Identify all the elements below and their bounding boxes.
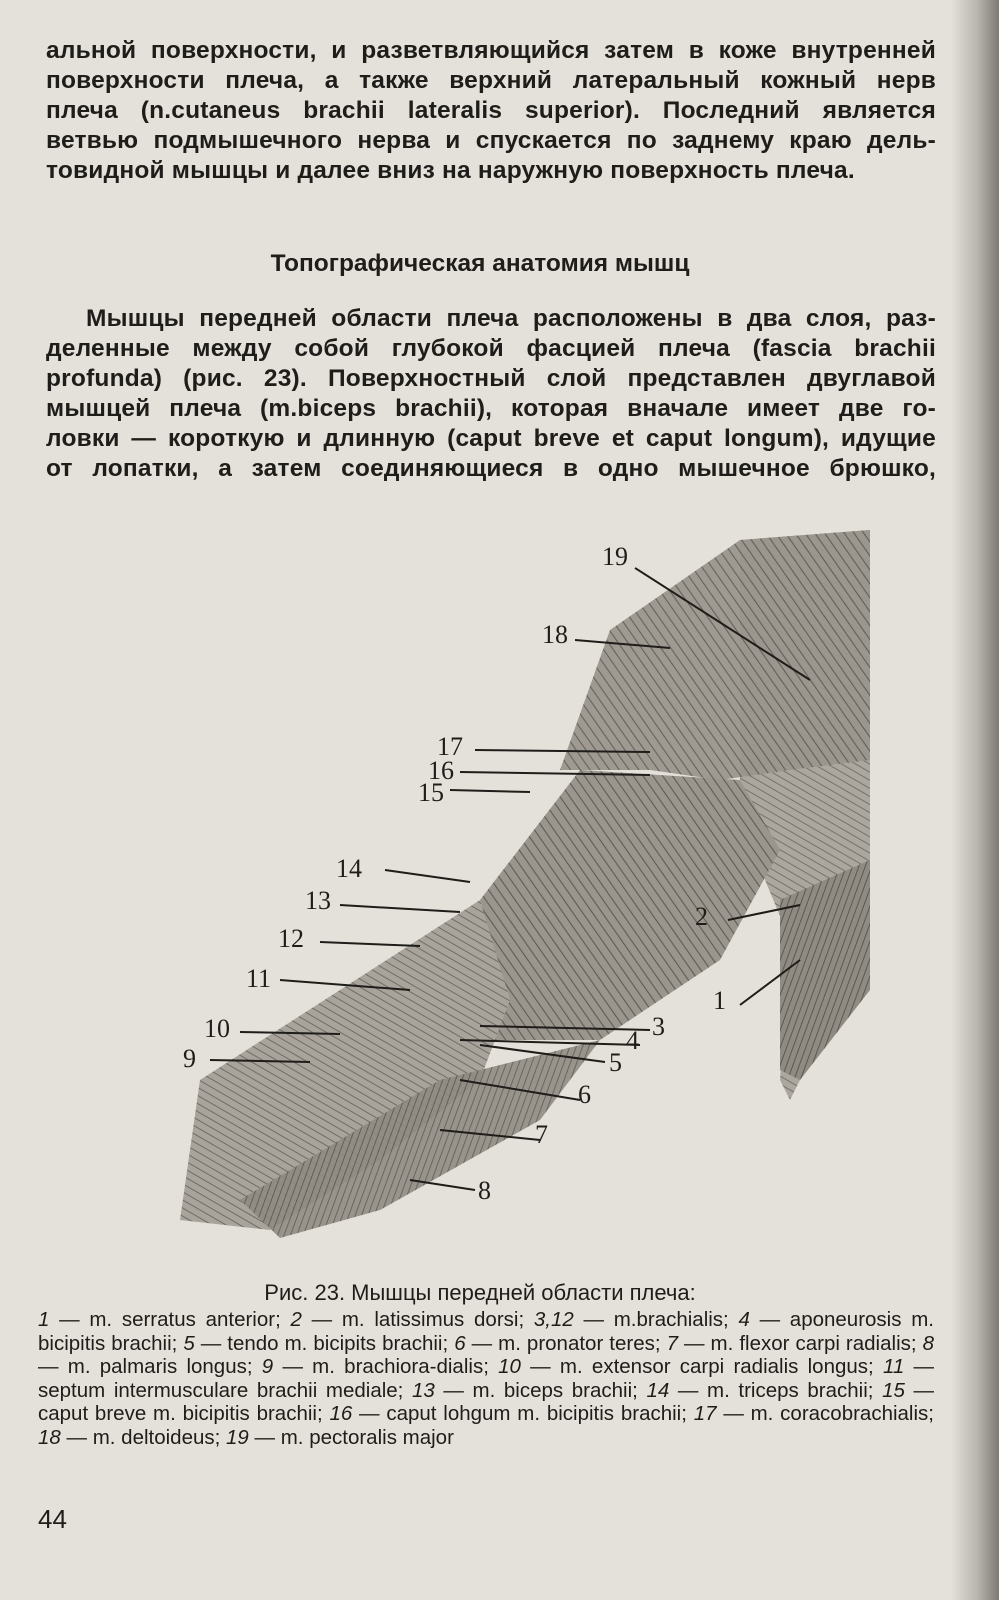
caption-item: 11 — septum intermusculare brachii mediale; xyxy=(38,1355,935,1402)
caption-item: 13 — m. biceps brachii; xyxy=(411,1378,647,1402)
text-line: поверхности плеча, а также верхний латеральный кожный нерв xyxy=(46,67,936,94)
caption-item: 4 — aponeurosis m. bicipitis brachii; xyxy=(38,1308,934,1355)
figure-label: 8 xyxy=(478,1176,491,1205)
figure-label: 18 xyxy=(542,620,568,649)
anatomy-figure xyxy=(180,520,900,1240)
caption-item: 10 — m. extensor carpi radialis longus; xyxy=(498,1355,883,1378)
caption-item: 3,12 — m.brachialis; xyxy=(533,1308,739,1331)
caption-item: 16 — caput lohgum m. bicipitis brachii; xyxy=(329,1402,694,1425)
main-paragraph xyxy=(46,304,936,484)
figure-label: 12 xyxy=(278,924,304,953)
text-line: мышцей плеча (m.biceps brachii), которая вначале имеет две го- xyxy=(46,395,936,422)
figure-label: 6 xyxy=(578,1080,591,1109)
figure-label: 15 xyxy=(418,778,444,807)
caption-item: 15 — caput breve m. bicipitis brachii; xyxy=(38,1378,935,1425)
figure-label: 5 xyxy=(609,1048,622,1077)
figure-label: 3 xyxy=(652,1012,665,1041)
figure-label: 11 xyxy=(246,964,272,993)
caption-item: 17 — m. coracobrachialis; xyxy=(693,1402,934,1425)
text-line: от лопатки, а затем соединяющиеся в одно мышечное брюшко, xyxy=(46,455,936,482)
text-line: ловки — короткую и длинную (caput breve et caput longum), идущие xyxy=(46,425,936,452)
page-number: 44 xyxy=(38,1504,67,1534)
caption-item: 18 — m. deltoideus; xyxy=(38,1425,227,1449)
caption-item: 8 — m. palmaris longus; xyxy=(38,1331,934,1378)
page-gutter-shadow xyxy=(951,0,999,1600)
caption-item: 9 — m. brachiora-dialis; xyxy=(261,1355,499,1378)
figure-label: 17 xyxy=(437,732,463,761)
text-line: Мышцы передней области плеча расположены в два слоя, раз- xyxy=(86,305,936,332)
text-line: товидной мышцы и далее вниз на наружную поверхность плеча. xyxy=(46,157,855,184)
caption-item: 6 — m. pronator teres; xyxy=(454,1331,667,1355)
caption-item: 14 — m. triceps brachii; xyxy=(646,1378,883,1402)
text-line: плеча (n.cutaneus brachii lateralis superior). Последний является xyxy=(46,97,936,124)
caption-item: 1 — m. serratus anterior; xyxy=(38,1308,291,1331)
figure-label: 2 xyxy=(695,902,708,931)
top-paragraph xyxy=(46,36,936,186)
figure-caption xyxy=(38,1308,934,1449)
section-heading: Топографическая анатомия мышц xyxy=(270,250,690,277)
caption-item: 19 — m. pectoralis major xyxy=(226,1425,454,1449)
text-line: альной поверхности, и разветвляющийся затем в коже внутренней xyxy=(46,37,936,64)
figure-label: 10 xyxy=(204,1014,230,1043)
figure-label: 14 xyxy=(336,854,362,883)
figure-caption-title: Рис. 23. Мышцы передней области плеча: xyxy=(264,1280,696,1305)
text-line: деленные между собой глубокой фасцией плеча (fascia brachii xyxy=(46,335,936,362)
figure-label: 7 xyxy=(535,1120,548,1149)
text-line: ветвью подмышечного нерва и спускается по заднему краю дель- xyxy=(46,127,936,154)
caption-item: 7 — m. flexor carpi radialis; xyxy=(666,1331,923,1355)
caption-item: 2 — m. latissimus dorsi; xyxy=(290,1308,534,1331)
figure-label: 9 xyxy=(183,1044,196,1073)
caption-item: 5 — tendo m. bicipits brachii; xyxy=(183,1331,455,1355)
figure-label: 16 xyxy=(428,756,454,785)
figure-label: 13 xyxy=(305,886,331,915)
figure-label: 4 xyxy=(626,1026,639,1055)
figure-label: 1 xyxy=(713,986,726,1015)
text-line: profunda) (рис. 23). Поверхностный слой представлен двуглавой xyxy=(46,365,936,392)
figure-label: 19 xyxy=(602,542,628,571)
